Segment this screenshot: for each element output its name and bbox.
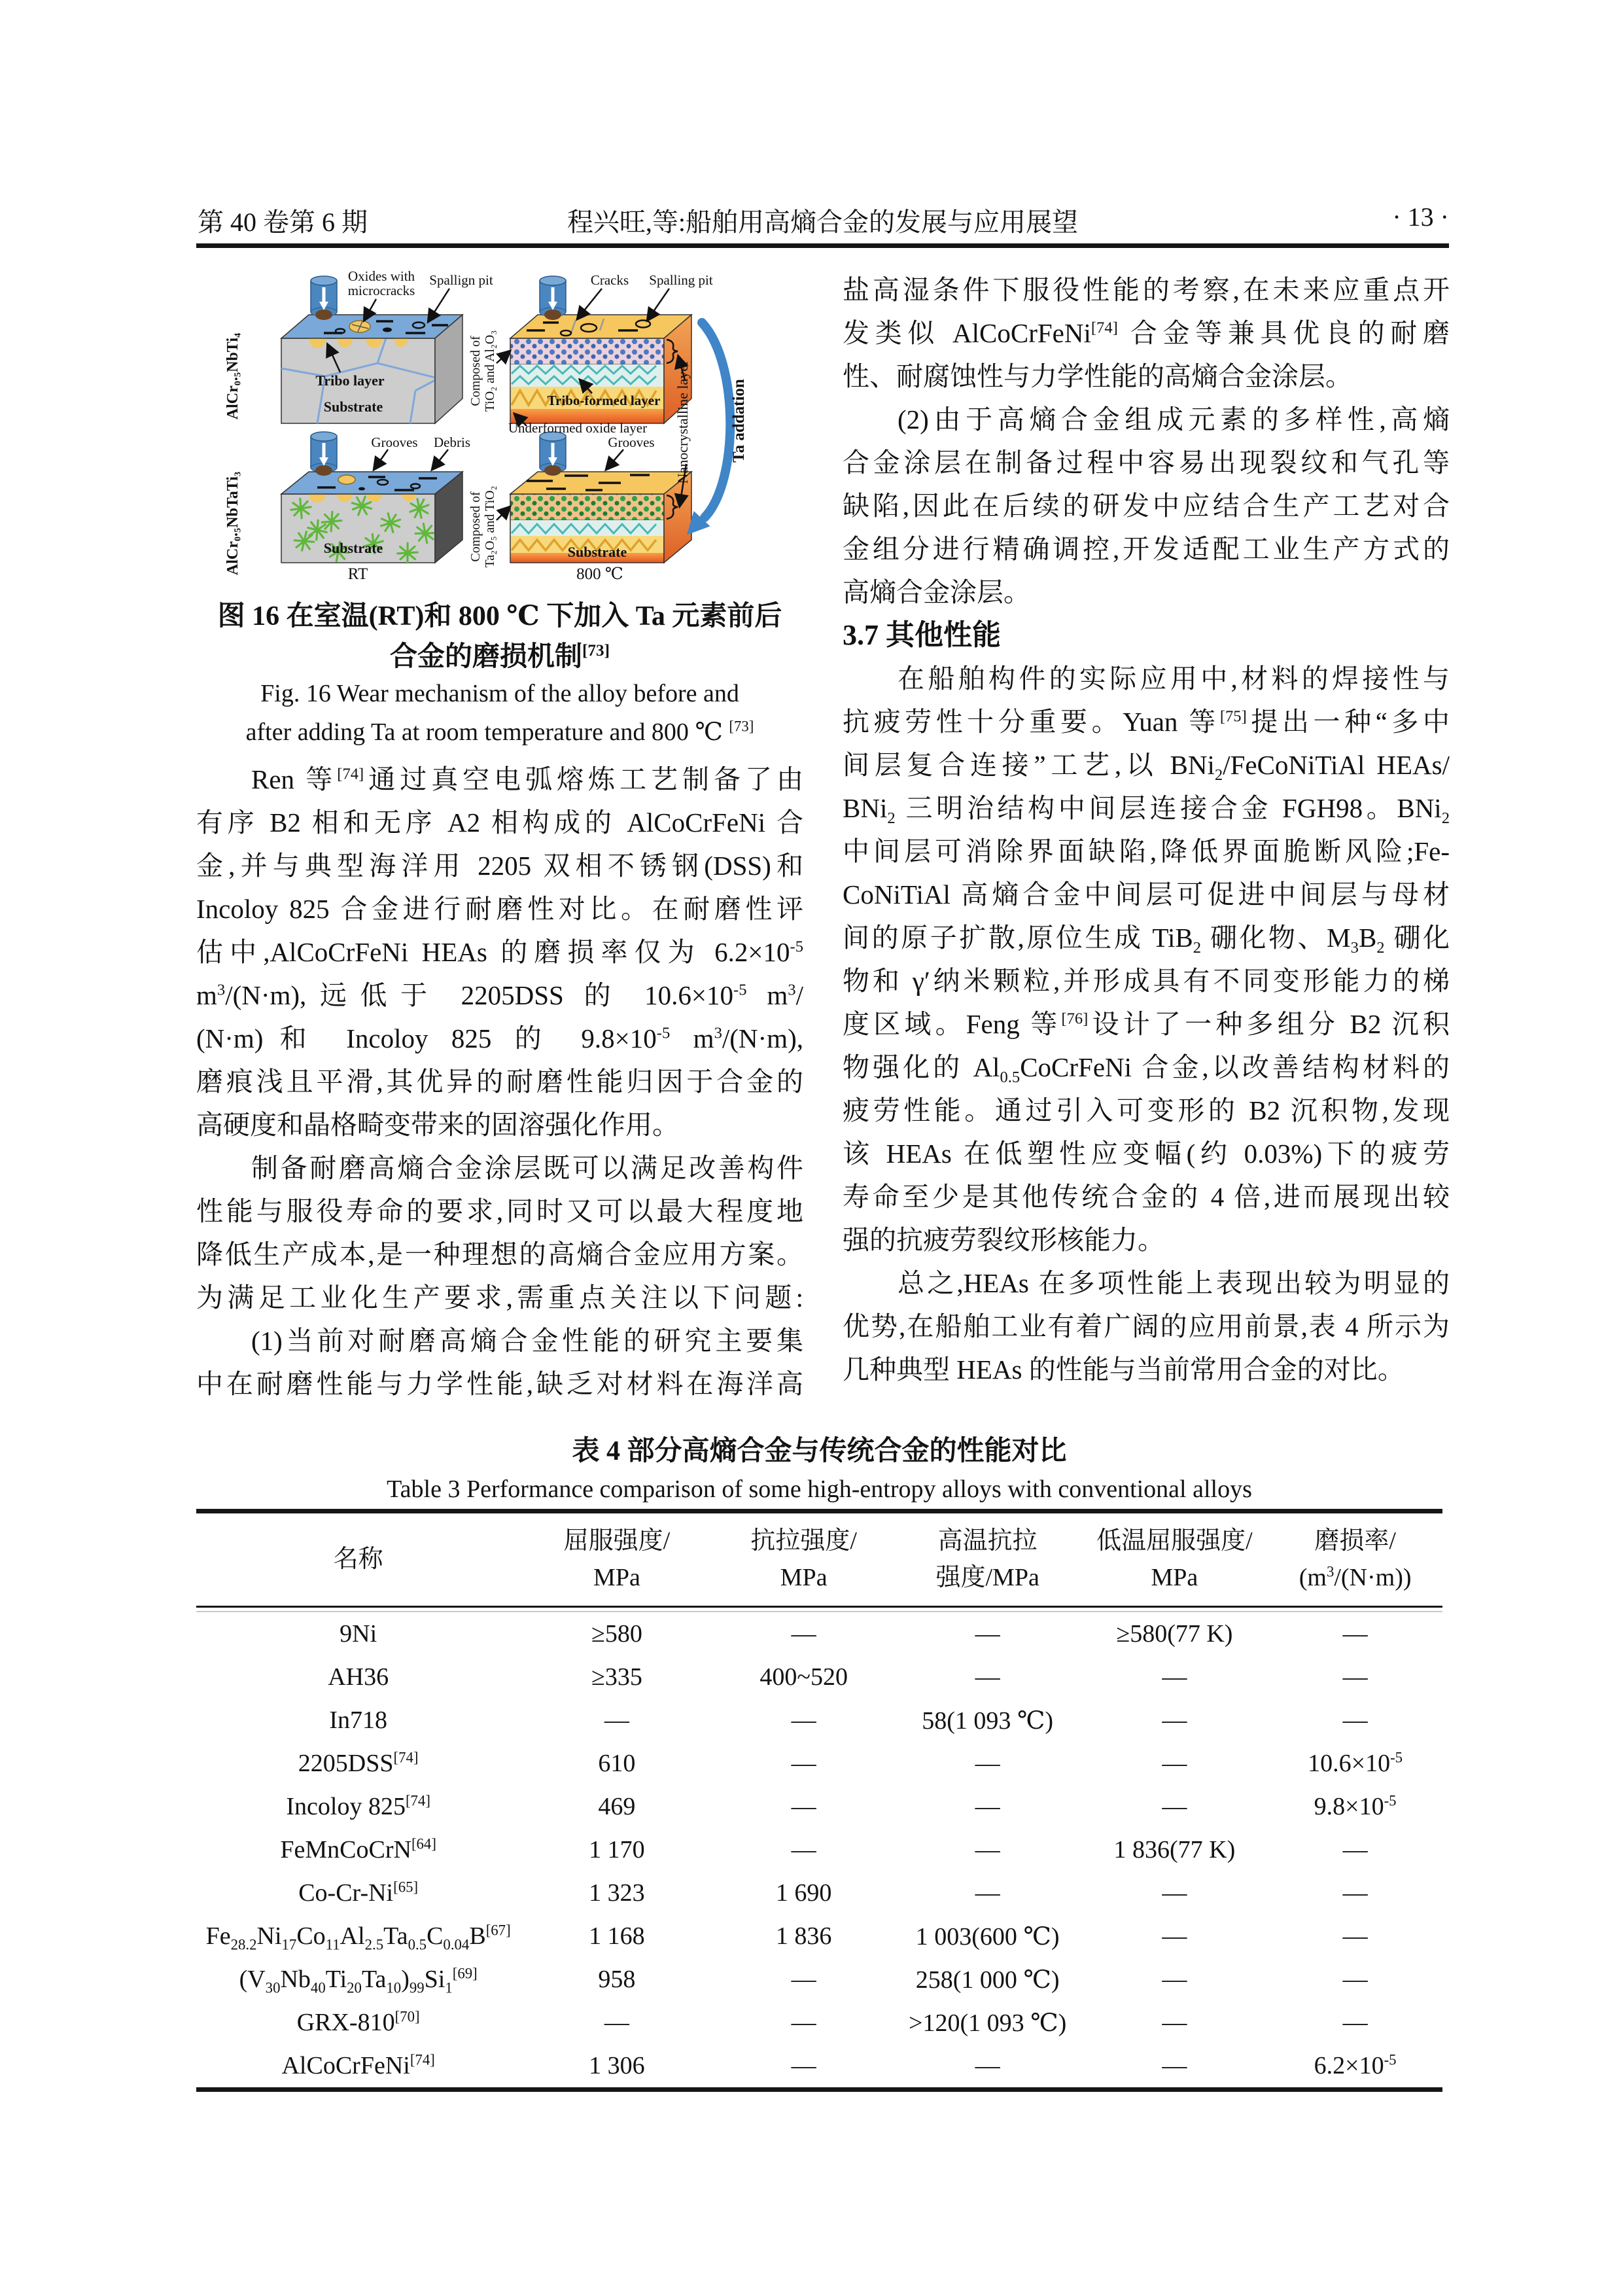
grooves-label-left: Grooves <box>371 434 418 450</box>
body-text-line: 有序 B2 相和无序 A2 相构成的 AlCoCrFeNi 合 <box>196 807 803 838</box>
value-cell: — <box>1342 1879 1368 1907</box>
value-cell: 958 <box>598 1966 636 1993</box>
ta-addation-label: Ta addation <box>730 379 748 463</box>
body-text-line: 高熵合金涂层。 <box>843 577 1030 607</box>
value-cell: 1 170 <box>589 1836 645 1863</box>
composed-top-label-2: TiO₂ and Al₂O₃ <box>483 330 497 412</box>
indenter <box>540 432 566 476</box>
value-cell: 1 836(77 K) <box>1113 1836 1236 1863</box>
value-cell: 610 <box>598 1750 636 1777</box>
value-cell: — <box>1162 1879 1187 1907</box>
value-cell: — <box>975 2052 1000 2079</box>
table-title-cn: 表 4 部分高熵合金与传统合金的性能对比 <box>572 1436 1067 1466</box>
body-text-line: 盐高湿条件下服役性能的考察,在未来应重点开 <box>843 275 1450 305</box>
body-text-line: 合金涂层在制备过程中容易出现裂纹和气孔等 <box>843 448 1450 478</box>
alloy-name-cell: Co-Cr-Ni[65] <box>298 1879 419 1907</box>
value-cell: — <box>975 1836 1000 1863</box>
body-text-line: 该 HEAs 在低塑性应变幅(约 0.03%)下的疲劳 <box>843 1139 1450 1169</box>
body-text-line: 在船舶构件的实际应用中,材料的焊接性与 <box>898 663 1450 694</box>
value-cell: — <box>1342 1663 1368 1691</box>
body-text-line: 间的原子扩散,原位生成 TiB$_2$ 硼化物、$M_3B_2$ 硼化 <box>843 923 1450 957</box>
table-4-performance-comparison <box>196 1433 1442 2092</box>
body-text-line: (N·m)和 Incoloy 825 的 $9.8\times 10^{-5}$ $m^3/(N\cdot m)$, <box>196 1023 803 1053</box>
column-header-name: 名称 <box>333 1545 383 1573</box>
value-cell: — <box>791 1836 816 1863</box>
value-cell: — <box>975 1793 1000 1820</box>
body-text-line: 估中,AlCoCrFeNi HEAs 的磨损率仅为 $6.2\times 10^{-5}$ <box>196 937 803 967</box>
nanocrystalline-label: Nanocrystalline layer <box>674 360 691 484</box>
figure-caption-cn-line1: 图 16 在室温(RT)和 800 ℃ 下加入 Ta 元素前后 <box>217 601 782 631</box>
value-cell: ≥580(77 K) <box>1116 1620 1233 1648</box>
body-text-line: 高硬度和晶格畸变带来的固溶强化作用。 <box>196 1110 679 1140</box>
value-cell: — <box>791 1966 816 1993</box>
body-text-line: 制备耐磨高熵合金涂层既可以满足改善构件 <box>251 1153 803 1183</box>
value-cell: — <box>1342 1620 1368 1648</box>
value-cell: — <box>1342 2009 1368 2036</box>
table-body <box>196 1612 1442 2087</box>
body-text-line: 疲劳性能。通过引入可变形的 B2 沉积物,发现 <box>843 1095 1450 1125</box>
oxides-label-1: Oxides with <box>347 268 415 284</box>
table-row <box>196 2044 1442 2087</box>
body-text-line: 总之,HEAs 在多项性能上表现出较为明显的 <box>898 1268 1450 1298</box>
body-text-line: 为满足工业化生产要求,需重点关注以下问题: <box>196 1282 803 1313</box>
alloy-name-cell: AH36 <box>328 1663 389 1691</box>
left-column <box>196 758 803 1405</box>
table-title-en: Table 3 Performance comparison of some high-entropy alloys with conventional alloys <box>387 1475 1252 1503</box>
value-cell: 58(1 093 ℃) <box>922 1706 1054 1735</box>
value-cell: — <box>1162 1922 1187 1950</box>
alloy-label-bottom: AlCr₀.₅NbTaTi₃ <box>224 471 241 576</box>
body-text-line: BNi$_2$ 三明治结构中间层连接合金 FGH98。BNi$_2$ <box>843 793 1450 828</box>
body-text-line: 缺陷,因此在后续的研发中应结合生产工艺对合 <box>843 491 1450 521</box>
table-rule-bottom <box>196 2087 1442 2092</box>
value-cell: $10.6\times 10^{-5}$ <box>1308 1749 1403 1777</box>
right-column <box>843 268 1450 1391</box>
body-text-line: 中在耐磨性能与力学性能,缺乏对材料在海洋高 <box>196 1369 803 1399</box>
value-cell: — <box>1162 1663 1187 1691</box>
indenter <box>540 276 566 320</box>
body-text-line: 金组分进行精确调控,开发适配工业生产方式的 <box>843 534 1450 564</box>
table-row <box>196 2001 1442 2044</box>
composed-bottom-label-2: Ta₂O₅ and TiO₂ <box>483 486 497 568</box>
value-cell: 1 323 <box>589 1879 645 1907</box>
value-cell: — <box>1162 2009 1187 2036</box>
composed-bottom-label-1: Composed of <box>468 491 483 562</box>
value-cell: — <box>1162 1750 1187 1777</box>
body-text-line: 性能与服役寿命的要求,同时又可以最大程度地 <box>196 1196 803 1226</box>
indenter <box>311 276 337 320</box>
rt-label: RT <box>347 565 368 582</box>
table-header-row <box>196 1513 1442 1605</box>
alloy-name-cell: $Fe_{28.2}Ni_{17}Co_{11}Al_{2.5}Ta_{0.5}C_{0.04}B[67]$ <box>205 1922 511 1953</box>
value-cell: — <box>1342 1706 1368 1734</box>
value-cell: 1 003(600 ℃) <box>915 1922 1060 1951</box>
value-cell: $6.2\times 10^{-5}$ <box>1314 2051 1397 2079</box>
block-alcr05nbtati3-rt <box>281 432 462 565</box>
debris-label: Debris <box>434 434 470 450</box>
indenter <box>311 432 337 476</box>
oxides-label-2: microcracks <box>347 283 415 298</box>
value-cell: 400~520 <box>759 1663 848 1691</box>
value-cell: — <box>1342 1966 1368 1993</box>
value-cell: — <box>1342 1922 1368 1950</box>
figure-caption-en-line1: Fig. 16 Wear mechanism of the alloy before and <box>260 680 739 707</box>
page-number: · 13 · <box>1392 202 1449 232</box>
composed-top-label-1: Composed of <box>468 336 483 406</box>
tribo-layer-label: Tribo layer <box>315 372 385 389</box>
alloy-name-cell: Incoloy 825[74] <box>286 1792 430 1820</box>
spallign-pit-label: Spallign pit <box>429 272 493 288</box>
figure-16-wear-mechanism <box>219 265 795 582</box>
column-header-high-temp: 高温抗拉 强度/MPa <box>935 1527 1039 1591</box>
body-text-line: 几种典型 HEAs 的性能与当前常用合金的对比。 <box>843 1354 1405 1385</box>
value-cell: — <box>975 1750 1000 1777</box>
body-text-line: 降低生产成本,是一种理想的高熵合金应用方案。 <box>196 1239 803 1269</box>
value-cell: 469 <box>598 1793 636 1820</box>
value-cell: — <box>791 1620 816 1648</box>
block-alcr05nbtati3-800c <box>510 432 691 563</box>
header-rule <box>196 243 1449 248</box>
body-text-line: 强的抗疲劳裂纹形核能力。 <box>843 1225 1164 1255</box>
body-text-line: 性、耐腐蚀性与力学性能的高熵合金涂层。 <box>843 361 1352 391</box>
alloy-name-cell: 2205DSS[74] <box>298 1749 419 1777</box>
column-header-wear-rate: 磨损率/ $(m^3/(N\cdot m))$ <box>1299 1527 1412 1591</box>
value-cell: 258(1 000 ℃) <box>915 1966 1060 1994</box>
value-cell: — <box>975 1663 1000 1691</box>
alloy-name-cell: FeMnCoCrN[64] <box>280 1835 436 1863</box>
running-title: 程兴旺,等:船舶用高熵合金的发展与应用展望 <box>567 207 1079 237</box>
body-text-line: (2)由于高熵合金组成元素的多样性,高熵 <box>898 404 1450 434</box>
value-cell: — <box>791 1706 816 1734</box>
cracks-label: Cracks <box>590 272 629 288</box>
value-cell: ≥335 <box>591 1663 642 1691</box>
value-cell: — <box>791 2052 816 2079</box>
value-cell: — <box>791 1750 816 1777</box>
alloy-label-top: AlCr₀.₅NbTi₄ <box>224 332 241 420</box>
alloy-name-cell: AlCoCrFeNi[74] <box>281 2051 435 2079</box>
table-row <box>196 1828 1442 1871</box>
body-text-line: CoNiTiAl 高熵合金中间层可促进中间层与母材 <box>843 879 1450 910</box>
body-text-line: 优势,在船舶工业有着广阔的应用前景,表 4 所示为 <box>843 1311 1450 1341</box>
value-cell: — <box>1342 1836 1368 1863</box>
value-cell: — <box>791 2009 816 2036</box>
value-cell: — <box>604 2009 629 2036</box>
value-cell: 1 168 <box>589 1922 645 1950</box>
value-cell: 1 690 <box>775 1879 832 1907</box>
value-cell: >120(1 093 ℃) <box>909 2009 1067 2037</box>
grooves-label-right: Grooves <box>608 434 655 450</box>
column-header-low-temp: 低温屈服强度/ MPa <box>1096 1527 1253 1591</box>
value-cell: — <box>604 1706 629 1734</box>
value-cell: — <box>791 1793 816 1820</box>
body-text-line: 度区域。Feng 等[76]设计了一种多组分 B2 沉积 <box>843 1009 1450 1039</box>
temp-800-label: 800 ℃ <box>576 565 623 582</box>
block-alcr05nbti4-800c <box>510 276 691 423</box>
table-row <box>196 1915 1442 1958</box>
value-cell: — <box>1162 1966 1187 1993</box>
table-row <box>196 1655 1442 1699</box>
body-text-line: 发类似 AlCoCrFeNi[74] 合金等兼具优良的耐磨 <box>843 318 1450 348</box>
figure-caption-cn-line2: 合金的磨损机制[73] <box>390 642 610 672</box>
table-row <box>196 1612 1442 1655</box>
body-text-line: 寿命至少是其他传统合金的 4 倍,进而展现出较 <box>843 1182 1450 1212</box>
body-text-line: Incoloy 825 合金进行耐磨性对比。在耐磨性评 <box>196 894 803 924</box>
alloy-name-cell: 9Ni <box>340 1620 377 1648</box>
tribo-formed-layer-label: Tribo-formed layer <box>547 393 661 408</box>
section-heading: 3.7 其他性能 <box>843 619 1001 651</box>
spalling-pit-label: Spalling pit <box>649 272 713 288</box>
body-text-line: 物和 γ′纳米颗粒,并形成具有不同变形能力的梯 <box>843 966 1450 996</box>
body-text-line: (1)当前对耐磨高熵合金性能的研究主要集 <box>251 1326 803 1356</box>
alloy-name-cell: In718 <box>329 1706 387 1734</box>
body-text-line: 磨痕浅且平滑,其优异的耐磨性能归因于合金的 <box>196 1067 803 1097</box>
column-header-tensile: 抗拉强度/ MPa <box>750 1527 857 1591</box>
table-row <box>196 1958 1442 2001</box>
value-cell: — <box>1162 1706 1187 1734</box>
table-row <box>196 1785 1442 1828</box>
value-cell: $9.8\times 10^{-5}$ <box>1314 1792 1397 1820</box>
body-text-line: 物强化的 $Al_{0.5}CoCrFeNi$ 合金,以改善结构材料的 <box>843 1052 1450 1087</box>
table-row <box>196 1871 1442 1915</box>
body-text-line: $m^3/(N\cdot m)$,远低于 2205DSS 的 $10.6\times 10^{-5}$ $m^3/$ <box>196 980 803 1010</box>
substrate-label: Substrate <box>323 540 383 556</box>
body-text-line: Ren 等[74]通过真空电弧熔炼工艺制备了由 <box>251 764 804 794</box>
table-rule-mid <box>196 1606 1442 1608</box>
value-cell: 1 836 <box>775 1922 832 1950</box>
value-cell: ≥580 <box>591 1620 642 1648</box>
issue-label: 第 40 卷第 6 期 <box>198 207 368 237</box>
table-row <box>196 1742 1442 1785</box>
value-cell: — <box>1162 1793 1187 1820</box>
body-text-line: 抗疲劳性十分重要。Yuan 等[75]提出一种“多中 <box>843 707 1450 737</box>
figure-caption-en-line2: after adding Ta at room temperature and 800 ℃ [73] <box>245 718 754 746</box>
alloy-name-cell: GRX-810[70] <box>296 2008 420 2036</box>
table-row <box>196 1699 1442 1742</box>
body-text-line: 中间层可消除界面缺陷,降低界面脆断风险;Fe- <box>843 836 1450 866</box>
substrate-label: Substrate <box>567 544 627 560</box>
alloy-name-cell: $(V_{30}Nb_{40}Ti_{20}Ta_{10})_{99}Si_1[69]$ <box>239 1965 478 1996</box>
value-cell: 1 306 <box>589 2052 645 2079</box>
value-cell: — <box>1162 2052 1187 2079</box>
column-header-yield: 屈服强度/ MPa <box>563 1527 671 1591</box>
value-cell: — <box>975 1620 1000 1648</box>
value-cell: — <box>975 1879 1000 1907</box>
body-text-line: 间层复合连接”工艺,以 BNi$_2$/FeCoNiTiAl HEAs/ <box>843 750 1450 785</box>
underformed-label: Underformed oxide layer <box>508 420 648 436</box>
substrate-label: Substrate <box>323 398 383 415</box>
table-rule-top <box>196 1509 1442 1513</box>
body-text-line: 金,并与典型海洋用 2205 双相不锈钢(DSS)和 <box>196 851 803 881</box>
